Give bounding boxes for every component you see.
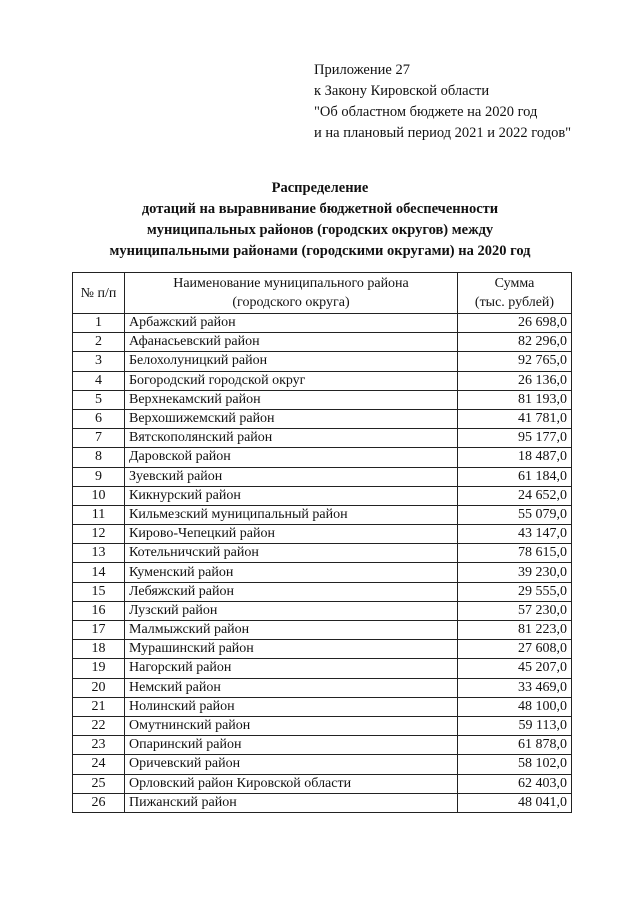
cell-num: 10	[73, 486, 125, 505]
table-row	[73, 640, 572, 659]
cell-sum: 58 102,0	[458, 755, 572, 774]
cell-name: Немский район	[125, 678, 458, 697]
cell-sum: 24 652,0	[458, 486, 572, 505]
cell-num: 13	[73, 544, 125, 563]
cell-num: 17	[73, 621, 125, 640]
cell-num: 20	[73, 678, 125, 697]
cell-name: Афанасьевский район	[125, 333, 458, 352]
table-row	[73, 755, 572, 774]
cell-name: Оричевский район	[125, 755, 458, 774]
table-row	[73, 582, 572, 601]
cell-num: 15	[73, 582, 125, 601]
cell-num: 2	[73, 333, 125, 352]
table-row	[73, 544, 572, 563]
appendix-header	[314, 60, 571, 144]
cell-name: Мурашинский район	[125, 640, 458, 659]
cell-sum: 39 230,0	[458, 563, 572, 582]
cell-name: Орловский район Кировской области	[125, 774, 458, 793]
table-row	[73, 314, 572, 333]
cell-sum: 61 878,0	[458, 736, 572, 755]
table-row	[73, 505, 572, 524]
cell-num: 8	[73, 448, 125, 467]
cell-num: 18	[73, 640, 125, 659]
cell-sum: 27 608,0	[458, 640, 572, 659]
cell-name: Верхошижемский район	[125, 409, 458, 428]
cell-name: Кильмезский муниципальный район	[125, 505, 458, 524]
cell-num: 5	[73, 390, 125, 409]
cell-num: 26	[73, 793, 125, 812]
cell-sum: 62 403,0	[458, 774, 572, 793]
cell-sum: 29 555,0	[458, 582, 572, 601]
cell-sum: 48 041,0	[458, 793, 572, 812]
cell-sum: 82 296,0	[458, 333, 572, 352]
cell-num: 14	[73, 563, 125, 582]
appendix-line: Приложение 27	[314, 62, 410, 78]
table-row	[73, 563, 572, 582]
cell-num: 19	[73, 659, 125, 678]
cell-name: Зуевский район	[125, 467, 458, 486]
appendix-line: к Закону Кировской области	[314, 83, 490, 99]
table-row	[73, 678, 572, 697]
cell-name: Котельничский район	[125, 544, 458, 563]
cell-sum: 18 487,0	[458, 448, 572, 467]
cell-name: Лебяжский район	[125, 582, 458, 601]
cell-name: Омутнинский район	[125, 716, 458, 735]
cell-name: Даровской район	[125, 448, 458, 467]
cell-num: 7	[73, 429, 125, 448]
table-row	[73, 736, 572, 755]
cell-num: 23	[73, 736, 125, 755]
document-title	[0, 178, 640, 262]
cell-name: Малмыжский район	[125, 621, 458, 640]
table-row	[73, 409, 572, 428]
cell-name: Вятскополянский район	[125, 429, 458, 448]
cell-sum: 33 469,0	[458, 678, 572, 697]
table-row	[73, 486, 572, 505]
cell-num: 25	[73, 774, 125, 793]
cell-num: 21	[73, 697, 125, 716]
cell-name: Куменский район	[125, 563, 458, 582]
table-row	[73, 352, 572, 371]
cell-num: 4	[73, 371, 125, 390]
cell-sum: 95 177,0	[458, 429, 572, 448]
table-row	[73, 716, 572, 735]
cell-name: Пижанский район	[125, 793, 458, 812]
cell-sum: 81 223,0	[458, 621, 572, 640]
cell-sum: 26 136,0	[458, 371, 572, 390]
cell-name: Кикнурский район	[125, 486, 458, 505]
cell-sum: 55 079,0	[458, 505, 572, 524]
table-row	[73, 333, 572, 352]
appendix-line: и на плановый период 2021 и 2022 годов"	[314, 125, 572, 141]
cell-name: Богородский городской округ	[125, 371, 458, 390]
cell-sum: 45 207,0	[458, 659, 572, 678]
title-line: муниципальными районами (городскими округами) на 2020 год	[109, 243, 531, 259]
title-line: муниципальных районов (городских округов) между	[146, 222, 494, 238]
distribution-table	[72, 272, 572, 813]
table-row	[73, 793, 572, 812]
cell-sum: 81 193,0	[458, 390, 572, 409]
cell-num: 1	[73, 314, 125, 333]
cell-sum: 61 184,0	[458, 467, 572, 486]
table-row	[73, 448, 572, 467]
table-row	[73, 601, 572, 620]
cell-name: Верхнекамский район	[125, 390, 458, 409]
cell-num: 11	[73, 505, 125, 524]
cell-num: 6	[73, 409, 125, 428]
table-row	[73, 659, 572, 678]
cell-sum: 57 230,0	[458, 601, 572, 620]
table-row	[73, 390, 572, 409]
table-row	[73, 774, 572, 793]
cell-sum: 59 113,0	[458, 716, 572, 735]
header-name: Наименование муниципального района (городского округа)	[125, 273, 458, 314]
cell-sum: 92 765,0	[458, 352, 572, 371]
cell-num: 22	[73, 716, 125, 735]
cell-sum: 26 698,0	[458, 314, 572, 333]
cell-name: Лузский район	[125, 601, 458, 620]
cell-sum: 43 147,0	[458, 525, 572, 544]
table-row	[73, 371, 572, 390]
cell-sum: 41 781,0	[458, 409, 572, 428]
cell-num: 12	[73, 525, 125, 544]
cell-num: 24	[73, 755, 125, 774]
appendix-line: "Об областном бюджете на 2020 год	[314, 104, 538, 120]
cell-num: 16	[73, 601, 125, 620]
cell-name: Опаринский район	[125, 736, 458, 755]
table-body	[73, 314, 572, 813]
cell-sum: 78 615,0	[458, 544, 572, 563]
title-line: дотаций на выравнивание бюджетной обеспеченности	[141, 201, 499, 217]
cell-name: Белохолуницкий район	[125, 352, 458, 371]
table-row	[73, 467, 572, 486]
table-row	[73, 621, 572, 640]
cell-sum: 48 100,0	[458, 697, 572, 716]
table-row	[73, 525, 572, 544]
header-sum: Сумма (тыс. рублей)	[458, 273, 572, 314]
cell-name: Арбажский район	[125, 314, 458, 333]
cell-name: Нолинский район	[125, 697, 458, 716]
table-row	[73, 429, 572, 448]
title-line: Распределение	[271, 180, 369, 196]
cell-num: 3	[73, 352, 125, 371]
table-header-row	[73, 273, 572, 314]
cell-name: Кирово-Чепецкий район	[125, 525, 458, 544]
cell-num: 9	[73, 467, 125, 486]
header-num: № п/п	[73, 273, 125, 314]
table-row	[73, 697, 572, 716]
cell-name: Нагорский район	[125, 659, 458, 678]
